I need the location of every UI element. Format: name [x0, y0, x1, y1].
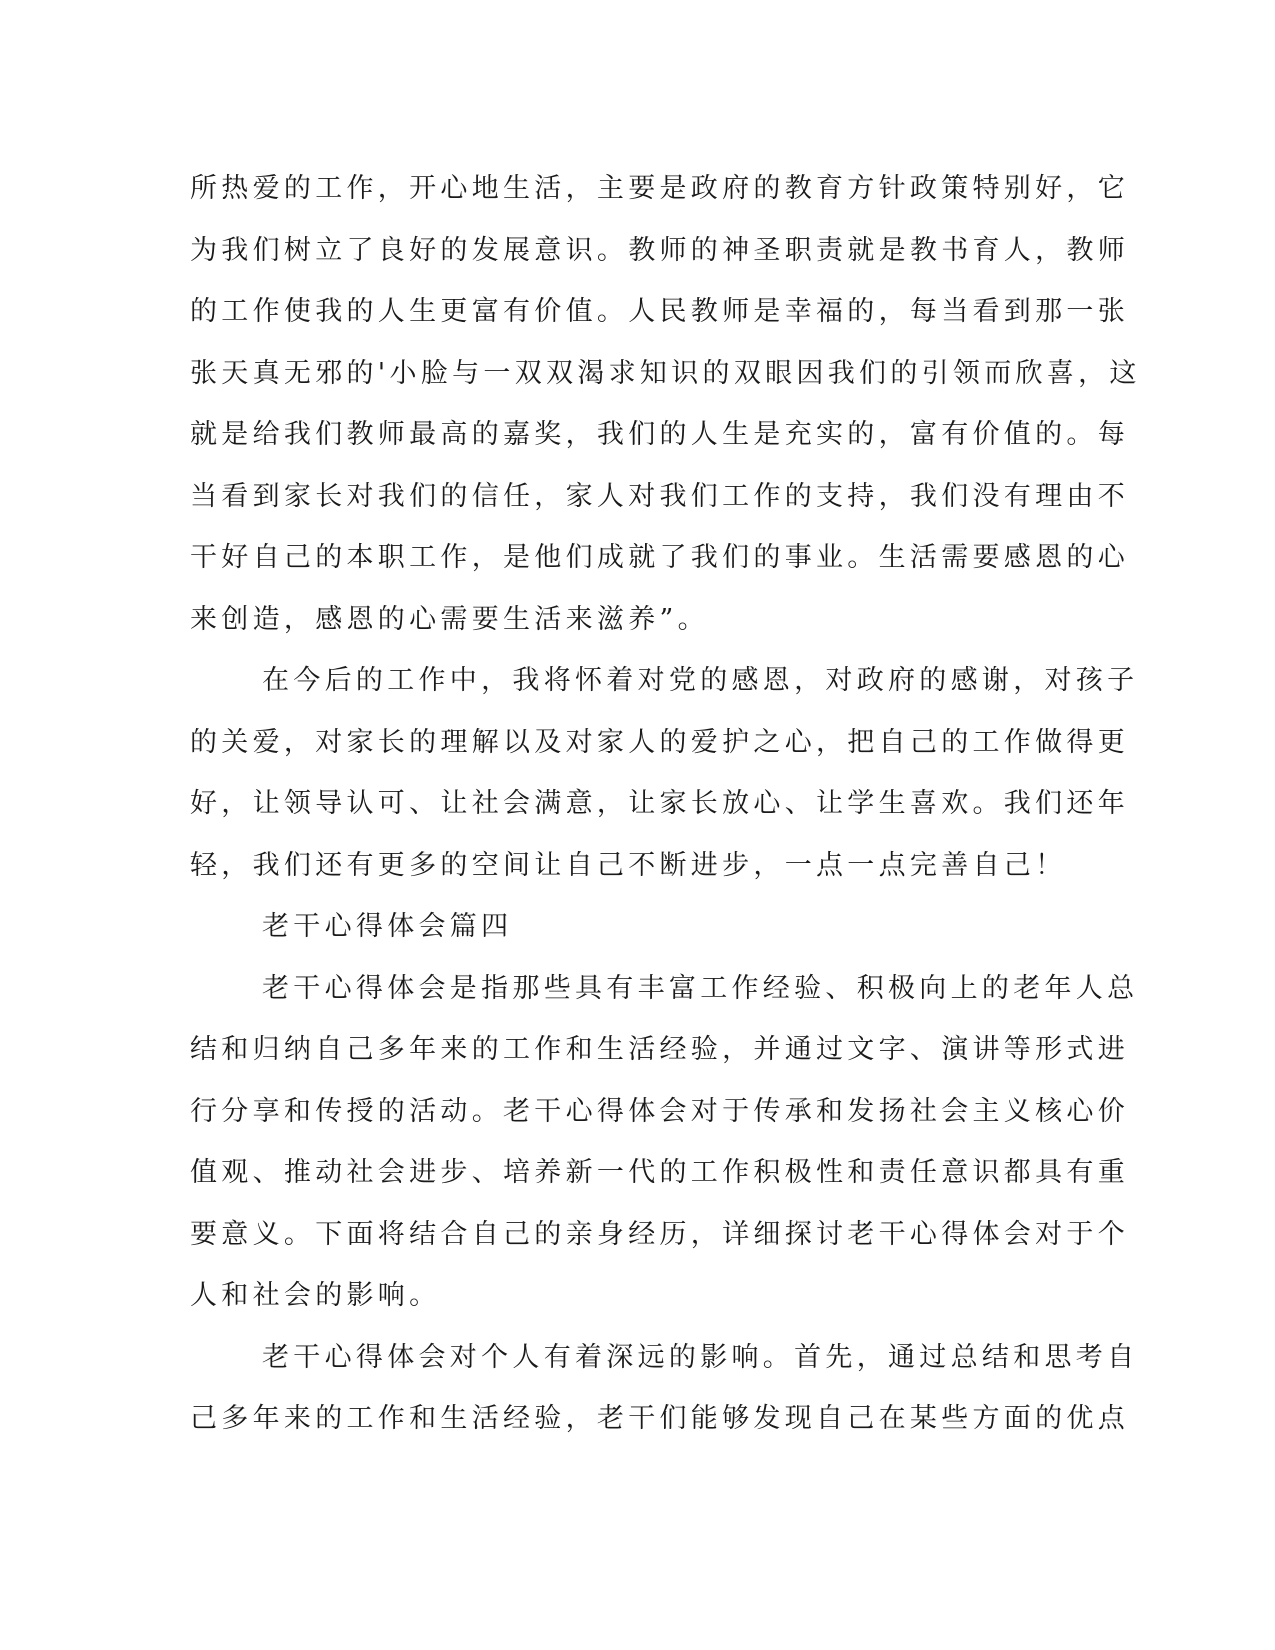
text-line-1: 所热爱的工作，开心地生活，主要是政府的教育方针政策特别好，它 — [190, 173, 1129, 204]
text-line-5: 就是给我们教师最高的嘉奖，我们的人生是充实的，富有价值的。每 — [190, 419, 1129, 450]
text-line-15: 结和归纳自己多年来的工作和生活经验，并通过文字、演讲等形式进 — [190, 1034, 1129, 1065]
document-body — [190, 158, 1141, 1450]
text-line-12: 轻，我们还有更多的空间让自己不断进步，一点一点完善自己！ — [190, 849, 1067, 881]
text-line-7: 干好自己的本职工作，是他们成就了我们的事业。生活需要感恩的心 — [190, 542, 1129, 573]
text-line-17: 值观、推动社会进步、培养新一代的工作积极性和责任意识都具有重 — [190, 1157, 1129, 1188]
text-line-18: 要意义。下面将结合自己的亲身经历，详细探讨老干心得体会对于个 — [190, 1218, 1129, 1250]
text-line-4: 张天真无邪的'小脸与一双双渴求知识的双眼因我们的引领而欣喜，这 — [190, 357, 1141, 389]
text-line-2: 为我们树立了良好的发展意识。教师的神圣职责就是教书育人，教师 — [190, 234, 1129, 266]
text-line-21: 己多年来的工作和生活经验，老干们能够发现自己在某些方面的优点 — [190, 1403, 1129, 1434]
text-line-19: 人和社会的影响。 — [190, 1280, 441, 1311]
text-line-3: 的工作使我的人生更富有价值。人民教师是幸福的，每当看到那一张 — [190, 296, 1129, 327]
text-line-20: 老干心得体会对个人有着深远的影响。首先，通过总结和思考自 — [262, 1341, 1139, 1373]
section-heading: 老干心得体会篇四 — [262, 911, 513, 942]
text-line-9: 在今后的工作中，我将怀着对党的感恩，对政府的感谢，对孩子 — [262, 665, 1139, 696]
text-line-8: 来创造，感恩的心需要生活来滋养”。 — [190, 603, 709, 635]
text-line-11: 好，让领导认可、让社会满意，让家长放心、让学生喜欢。我们还年 — [190, 788, 1129, 819]
text-line-10: 的关爱，对家长的理解以及对家人的爱护之心，把自己的工作做得更 — [190, 726, 1129, 758]
text-line-16: 行分享和传授的活动。老干心得体会对于传承和发扬社会主义核心价 — [190, 1095, 1129, 1127]
text-line-14: 老干心得体会是指那些具有丰富工作经验、积极向上的老年人总 — [262, 972, 1139, 1004]
text-line-6: 当看到家长对我们的信任，家人对我们工作的支持，我们没有理由不 — [190, 480, 1129, 512]
